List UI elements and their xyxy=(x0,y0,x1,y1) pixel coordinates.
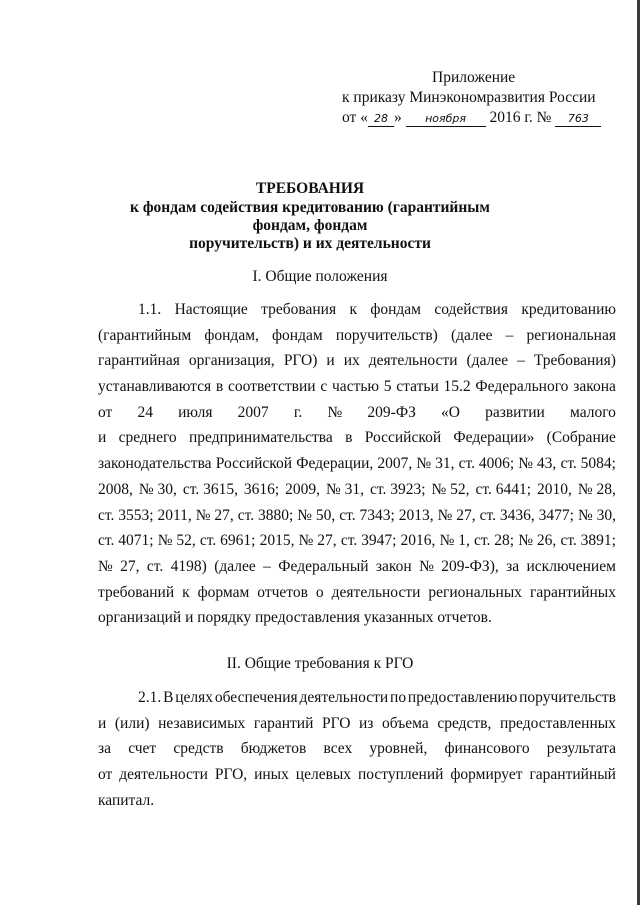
word: бюджетов xyxy=(240,740,307,758)
word: закона xyxy=(573,378,616,396)
word: Федерального xyxy=(475,378,569,396)
word: ст. 3436, xyxy=(479,506,535,524)
word: закон xyxy=(375,557,412,575)
word: от xyxy=(98,766,113,784)
word: В xyxy=(163,689,174,706)
title-line-2: к фондам содействия кредитованию (гарантийным фондам, фондам xyxy=(130,199,490,234)
word: гарантий xyxy=(253,714,314,732)
word: организация, xyxy=(188,352,275,370)
word: июля xyxy=(178,403,213,421)
section-1-paragraph xyxy=(98,297,616,631)
word: средств, xyxy=(437,714,492,732)
word: № 30, xyxy=(138,480,177,498)
word: деятельности xyxy=(331,583,421,601)
word: № 28, xyxy=(577,480,616,498)
word: г. xyxy=(293,403,303,421)
word: результата xyxy=(546,740,616,758)
word: ст. 5084; xyxy=(560,455,616,473)
word: 209-ФЗ), xyxy=(441,557,499,575)
word: за xyxy=(98,740,112,758)
word: ст. 6961; xyxy=(199,532,256,550)
word: 2015, xyxy=(259,532,295,550)
paragraph-line xyxy=(98,711,616,737)
annex-header xyxy=(340,68,610,128)
word: к xyxy=(349,301,357,318)
word: ст. 3553; xyxy=(98,506,154,524)
word: – xyxy=(517,352,525,370)
word: № 43, xyxy=(518,455,557,473)
word: № xyxy=(327,403,343,421)
word: № xyxy=(98,557,113,575)
word: РГО xyxy=(322,714,351,732)
paragraph-line xyxy=(98,348,616,374)
word: требований xyxy=(98,583,175,601)
word: 3616; xyxy=(243,480,280,498)
word: 24 xyxy=(137,403,153,421)
word: ст. 3947; xyxy=(340,532,397,550)
word: 27, xyxy=(120,557,140,575)
word: № 26, xyxy=(518,532,557,550)
word: (Собрание xyxy=(546,429,616,447)
paragraph-line xyxy=(98,400,616,426)
handwritten-month: ноября xyxy=(406,112,486,127)
word: предоставлению xyxy=(407,689,518,706)
word: средств xyxy=(173,740,224,758)
word: статьи xyxy=(396,378,439,396)
paragraph-line xyxy=(98,425,616,451)
word: ст. 4006; xyxy=(458,455,515,473)
word: деятельности xyxy=(119,766,208,784)
section-2-paragraph xyxy=(98,685,616,813)
word: целях xyxy=(175,689,214,706)
word: 4198) xyxy=(170,557,207,575)
section-1-heading: I. Общие положения xyxy=(252,268,388,285)
paragraph-line xyxy=(98,477,616,503)
word: № 27, xyxy=(195,506,234,524)
annex-title: Приложение xyxy=(432,69,516,86)
paragraph-line xyxy=(98,762,616,788)
word: 2016, xyxy=(400,532,436,550)
paragraph-line xyxy=(98,374,616,400)
word: и xyxy=(98,429,107,447)
word: уровней, xyxy=(369,740,428,758)
paragraph-line xyxy=(98,605,616,631)
word: ст. 3880; xyxy=(237,506,294,524)
word: исключением xyxy=(526,557,616,575)
handwritten-day: 28 xyxy=(368,112,394,127)
word: ст. 3923; xyxy=(370,480,426,498)
word: ст. 6441; xyxy=(475,480,532,498)
word: организаций и порядку предоставления указанных отчетов. xyxy=(98,609,492,627)
word: 2009, xyxy=(285,480,321,498)
word: 2.1. xyxy=(138,689,162,706)
word: всех xyxy=(323,740,353,758)
word: деятельности xyxy=(299,689,389,706)
word: № xyxy=(419,557,434,575)
word: в xyxy=(345,429,353,447)
word: объема xyxy=(382,714,429,732)
word: деятельности xyxy=(368,352,458,370)
word: Федеральный xyxy=(278,557,369,575)
word: 1.1. xyxy=(138,301,162,318)
word: ст. 28; xyxy=(474,532,515,550)
word: поручительств) xyxy=(335,326,438,344)
word: независимых xyxy=(158,714,246,732)
title-line-3: поручительств) и их деятельности xyxy=(189,235,431,252)
word: № 1, xyxy=(439,532,470,550)
word: содействия xyxy=(434,301,508,318)
word: иных xyxy=(254,766,289,784)
word: 209-ФЗ xyxy=(367,403,416,421)
paragraph-line xyxy=(98,297,616,323)
word: Федерации» xyxy=(453,429,535,447)
annex-order-reference: к приказу Минэкономразвития России xyxy=(342,89,596,106)
word: предоставленных xyxy=(499,714,616,732)
word: Настоящие xyxy=(174,301,248,318)
word: фондам, xyxy=(204,326,259,344)
word: гарантийный xyxy=(529,766,616,784)
paragraph-line xyxy=(98,554,616,580)
word: Российской xyxy=(215,455,293,473)
word: 2008, xyxy=(98,480,133,498)
word: 3477; xyxy=(538,506,574,524)
word: по xyxy=(390,689,407,706)
word: № 27, xyxy=(437,506,476,524)
word: финансового xyxy=(444,740,530,758)
word: законодательства xyxy=(98,455,212,473)
word: Федерации, xyxy=(296,455,374,473)
word: требования xyxy=(261,301,337,318)
word: – xyxy=(505,326,514,344)
word: № 27, xyxy=(298,532,337,550)
word: частью xyxy=(332,378,379,396)
word: № 31, xyxy=(326,480,365,498)
word: и xyxy=(98,714,107,732)
document-title xyxy=(100,180,520,253)
paragraph-line xyxy=(98,503,616,529)
word: кредитованию xyxy=(521,301,616,318)
word: счет xyxy=(128,740,157,758)
word: формам xyxy=(197,583,250,601)
word: РГО, xyxy=(214,766,248,784)
word: за xyxy=(506,557,520,575)
word: «О xyxy=(441,403,460,421)
word: развитии xyxy=(485,403,545,421)
word: формирует xyxy=(450,766,523,784)
annex-date-number-line xyxy=(340,108,610,128)
word: Требования) xyxy=(533,352,616,370)
paragraph-line xyxy=(98,323,616,349)
annex-prefix: от « xyxy=(342,109,368,126)
word: № 52, xyxy=(431,480,470,498)
word: с xyxy=(320,378,328,396)
word: устанавливаются xyxy=(98,378,212,396)
word: 2010, xyxy=(537,480,572,498)
word: региональных xyxy=(428,583,522,601)
paragraph-line xyxy=(98,451,616,477)
word: из xyxy=(358,714,374,732)
word: ст. 3615, xyxy=(182,480,238,498)
title-main: ТРЕБОВАНИЯ xyxy=(255,180,365,197)
word: ст. 7343; xyxy=(339,506,395,524)
word: гарантийная xyxy=(98,352,180,370)
word: 2007 xyxy=(237,403,269,421)
word: ст. 3891; xyxy=(560,532,616,550)
word: Российской xyxy=(364,429,442,447)
word: поручительств xyxy=(519,689,616,706)
word: фондам xyxy=(272,326,323,344)
word: (далее xyxy=(214,557,256,575)
word: ст. 4071; xyxy=(98,532,154,550)
paragraph-line xyxy=(98,528,616,554)
word: поступлений xyxy=(357,766,444,784)
word: предпринимательства xyxy=(188,429,333,447)
handwritten-order-number: 763 xyxy=(555,112,601,127)
word: 5 xyxy=(383,378,392,396)
word: № 50, xyxy=(297,506,336,524)
annex-year-label: 2016 г. № xyxy=(489,109,552,126)
word: и xyxy=(326,352,335,370)
word: в xyxy=(215,378,224,396)
word: фондам xyxy=(370,301,421,318)
word: обеспечения xyxy=(214,689,298,706)
word: 15.2 xyxy=(443,378,471,396)
word: отчетов xyxy=(257,583,308,601)
word: (далее xyxy=(450,326,493,344)
word: (или) xyxy=(114,714,150,732)
word: № 31, xyxy=(416,455,455,473)
word: капитал. xyxy=(98,791,155,809)
word: гарантийных xyxy=(529,583,616,601)
section-2-heading: II. Общие требования к РГО xyxy=(226,655,414,672)
word: ст. xyxy=(146,557,164,575)
word: региональная xyxy=(526,326,616,344)
word: малого xyxy=(570,403,616,421)
word: соответствии xyxy=(228,378,316,396)
word: от xyxy=(98,403,113,421)
word: – xyxy=(263,557,271,575)
word: № 30, xyxy=(577,506,616,524)
word: о xyxy=(315,583,324,601)
paragraph-line xyxy=(98,685,616,711)
paragraph-line xyxy=(98,788,616,814)
word: (гарантийным xyxy=(98,326,192,344)
word: среднего xyxy=(118,429,177,447)
word: 2013, xyxy=(398,506,434,524)
paragraph-line xyxy=(98,736,616,762)
word: 2007, xyxy=(377,455,413,473)
word: 2011, xyxy=(157,506,192,524)
word: к xyxy=(182,583,190,601)
word: РГО) xyxy=(283,352,318,370)
paragraph-line xyxy=(98,580,616,606)
word: № 52, xyxy=(157,532,196,550)
word: (далее xyxy=(466,352,509,370)
annex-quote-close: » xyxy=(393,109,402,126)
word: целевых xyxy=(295,766,352,784)
word: их xyxy=(343,352,360,370)
